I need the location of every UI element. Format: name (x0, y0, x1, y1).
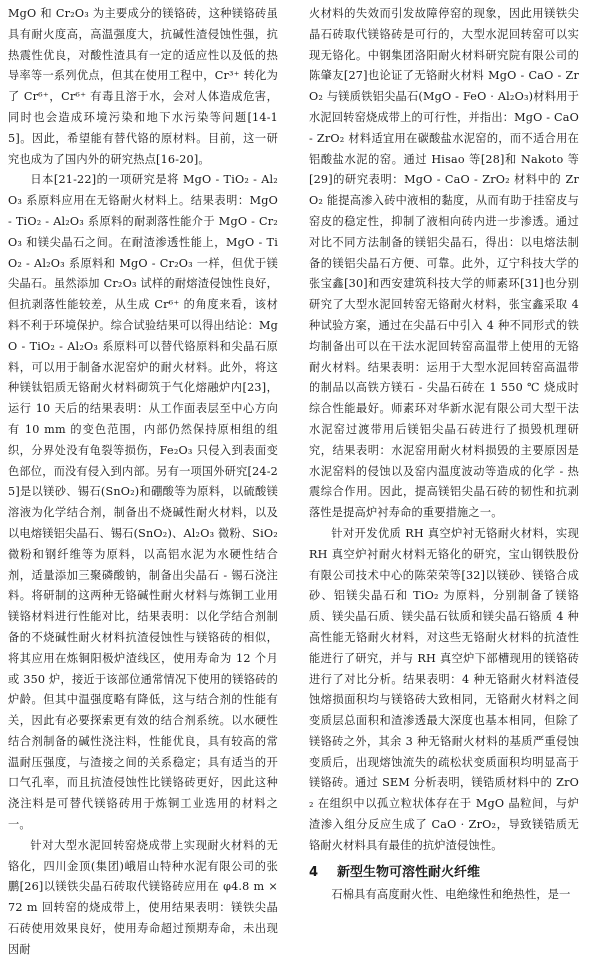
paragraph: 火材料的失效而引发故障停窑的现象，因此用镁铁尖晶石砖取代镁铬砖是可行的，大型水泥回转窑可以实现无铬化。中钢集团洛阳耐火材料研究院有限公司的陈肇友[27]也论证了无铬耐火材料 MgO - CaO - ZrO₂ 与镁质铁铝尖晶石(MgO - FeO · Al₂O₃)材料用于水泥回转窑烧成带上的可行性，并指出：MgO - CaO - ZrO₂ 材料适宜用在碳酸盐水泥窑的，而不适合用在铝酸盐水泥的窑。通过 Hisao 等[28]和 Nakoto 等[29]的研究表明：MgO - CaO - ZrO₂ 材料中的 ZrO₂ 能提高渗入砖中液相的黏度，从而有助于挂窑皮与窑皮的稳定性，抑制了液相向砖内进一步渗透。通过对比不同方法制备的镁铝尖晶石，得出：以电熔法制备的镁铝尖晶石方便、可靠。此外，辽宁科技大学的张宝鑫[30]和西安建筑科技大学的师素环[31]也分别研究了大型水泥回转窑无铬耐火材料，张宝鑫采取 4 种试验方案，通过在尖晶石中引入 4 种不同形式的铁均制备出可以在干法水泥回转窑高温带上使用的无铬耐火材料。结果表明：运用于大型水泥回转窑高温带的制品以高铁方镁石 - 尖晶石砖在 1 550 ℃ 烧成时综合性能最好。师素环对华新水泥有限公司大型干法水泥窑过渡带用后镁铝尖晶石砖进行了损毁机理研究，结果表明：水泥窑用耐火材料损毁的主要原因是水泥窑料的侵蚀以及窑内温度波动等造成的化学 - 热震综合作用。因此，提高镁铝尖晶石砖的韧性和抗剥落性是提高炉衬寿命的重要措施之一。 (309, 7, 579, 520)
paragraph: 日本[21-22]的一项研究是将 MgO - TiO₂ - Al₂O₃ 系原料应用在无铬耐火材料上。结果表明：MgO - TiO₂ - Al₂O₃ 系原料的耐剥落性能介于 MgO - Cr₂O₃ 和镁尖晶石之间。在耐渣渗透性能上，MgO - TiO₂ - Al₂O₃ 系原料和 MgO - Cr₂O₃ 一样，但优于镁尖晶石。虽然添加 Cr₂O₃ 试样的耐熔渣侵蚀性良好，但抗剥落性能较差，从生成 Cr⁶⁺ 的角度来看，该材料不利于环境保护。综合试验结果可以得出结论：MgO - TiO₂ - Al₂O₃ 系原料可以替代铬原料和尖晶石原料，可以用于制备水泥窑炉的耐火材料。此外，将这种镁钛铝质无铬耐火材料砌筑于气化熔融炉内[23]，运行 10 天后的结果表明：从工作面表层至中心方向有 10 mm 的变色范围，内部仍然保持原相组的组织，分界处没有龟裂等损伤，Fe₂O₃ 只侵入到表面变色部位，而没有侵入到内部。另有一项国外研究[24-25]是以镁砂、锡石(SnO₂)和硼酸等为原料，以硫酸镁溶液为化学结合剂，制备出不烧碱性耐火材料，以及以电熔镁铝尖晶石、锡石(SnO₂)、Al₂O₃ 微粉、SiO₂ 微粉和钢纤维等为原料，以高铝水泥为水硬性结合剂，适量添加三聚磷酸钠，制备出尖晶石 - 锡石浇注料。将研制的这两种无铬碱性耐火材料与炼铜工业用镁铬材料进行性能对比，结果表明：以化学结合剂制备的不烧碱性耐火材料抗渣侵蚀性与镁铬砖的相似，将其应用在炼铜阳极炉渣线区，使用寿命为 12 个月或 350 炉，接近于该部位通常情况下使用的镁铬砖的炉龄。但其中温强度略有降低，这与结合剂的性能有关，因此有必要探索更有效的结合剂系统。以水硬性结合剂制备的碱性浇注料，性能优良，具有较高的常温耐压强度，与渣接之间的关系稳定；具有适当的开口气孔率，而且抗渣侵蚀性比镁铬砖更好，因此这种浇注料是可替代镁铬砖用于炼铜工业选用的材料之一。 (8, 173, 278, 832)
right-column (309, 4, 579, 905)
section-heading (309, 861, 579, 885)
section-title: 新型生物可溶性耐火纤维 (337, 864, 481, 880)
left-column (8, 4, 278, 961)
paragraph: 石棉具有高度耐火性、电绝缘性和绝热性，是一 (331, 887, 571, 901)
section-number: 4 (309, 864, 319, 880)
paragraph: MgO 和 Cr₂O₃ 为主要成分的镁铬砖，这种镁铬砖虽具有耐火度高，高温强度大，抗碱性渣侵蚀性强，抗热震性优良，对酸性渣具有一定的适应性以及低的热导率等一系列优点，但其在使用工程中，Cr³⁺ 转化为了 Cr⁶⁺，Cr⁶⁺ 有毒且溶于水，会对人体造成危害，同时也会造成环境污染和地下水污染等问题[14-15]。因此，希望能有替代铬的原材料。目前，这一研究也成为了国内外的研究热点[16-20]。 (8, 7, 278, 166)
paragraph: 针对开发优质 RH 真空炉衬无铬耐火材料，实现 RH 真空炉衬耐火材料无铬化的研究，宝山钢铁股份有限公司技术中心的陈荣荣等[32]以镁砂、镁铬合成砂、铝镁尖晶石和 TiO₂ 为原料，分别制备了镁铬质、镁尖晶石质、镁尖晶石钛质和镁尖晶石铬质 4 种高性能无铬耐火材料，对这些无铬耐火材料的抗渣性能进行了研究，并与 RH 真空炉下部槽现用的镁铬砖进行了对比分析。结果表明：4 种无铬耐火材料渣侵蚀熔损面积均与镁铬砖大致相同，无铬耐火材料之间变质层总面积和渣渗透最大深度也基本相同，但除了镁铬砖之外，其余 3 种无铬耐火材料的基质严重侵蚀变质后，出现熔蚀流失的疏松状变质面积均明显高于镁铬砖。通过 SEM 分析表明，镁锆质材料中的 ZrO₂ 在组织中以孤立粒状体存在于 MgO 晶粒间，与炉渣渗入组分反应生成了 CaO · ZrO₂，导致镁锆质无铬耐火材料具有最佳的抗炉渣侵蚀性。 (309, 526, 579, 852)
paragraph: 针对大型水泥回转窑烧成带上实现耐火材料的无铬化，四川金顶(集团)峨眉山特种水泥有限公司的张鹏[26]以镁铁尖晶石砖取代镁铬砖应用在 φ4.8 m × 72 m 回转窑的烧成带上，使用结果表明：镁铁尖晶石砖使用效果良好，使用寿命超过预期寿命，未出现因耐 (8, 838, 278, 956)
